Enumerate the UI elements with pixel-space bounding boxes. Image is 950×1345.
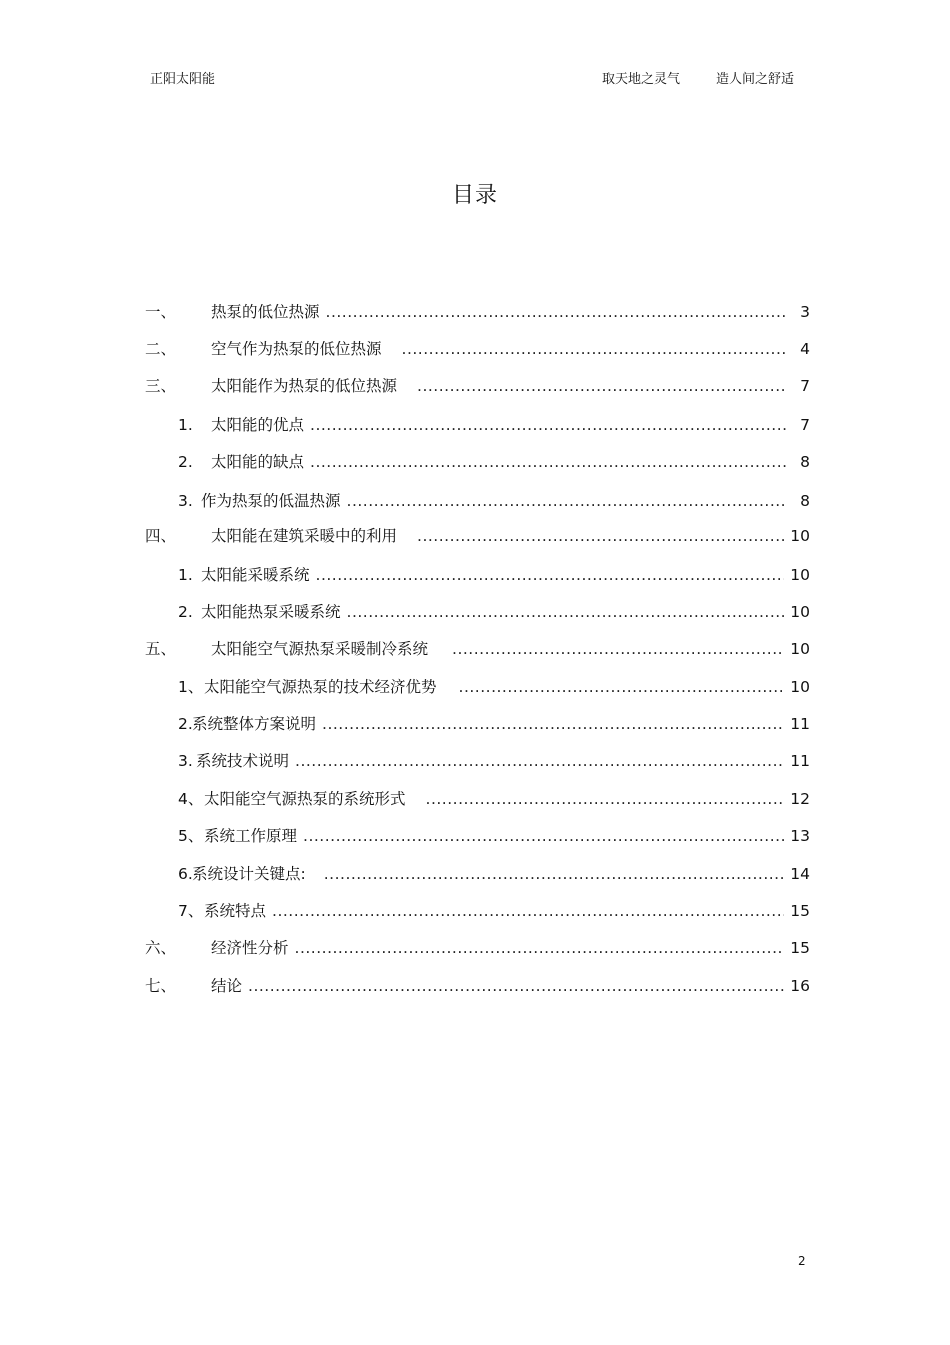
toc-entry-number: 三、 (145, 377, 177, 395)
toc-leader-dots (295, 752, 784, 770)
toc-entry[interactable] (178, 862, 810, 886)
toc-leader-dots (459, 678, 785, 696)
toc-entry-page: 15 (790, 939, 810, 957)
toc-entry-number: 2. (178, 715, 193, 733)
toc-leader-dots (402, 340, 786, 358)
toc-entry[interactable] (145, 337, 810, 361)
toc-entry[interactable] (178, 787, 810, 811)
toc-leader-dots (347, 603, 785, 621)
toc-entry-page: 11 (790, 715, 810, 733)
toc-entry-page: 16 (790, 977, 810, 995)
toc-entry-number: 6. (178, 865, 193, 883)
toc-leader-dots (417, 527, 784, 545)
toc-entry-label: 系统工作原理 (204, 827, 298, 845)
toc-entry-number: 3. (178, 492, 193, 510)
toc-entry-number: 六、 (145, 939, 177, 957)
toc-entry-page: 10 (790, 640, 810, 658)
toc-entry-number: 五、 (145, 640, 177, 658)
toc-leader-dots (303, 827, 784, 845)
toc-entry-number: 1. (178, 566, 193, 584)
toc-entry-number: 2. (178, 453, 193, 471)
toc-leader-dots (452, 640, 784, 658)
toc-entry-label: 热泵的低位热源 (211, 303, 320, 321)
toc-entry-label: 太阳能的缺点 (211, 453, 305, 471)
toc-entry-page: 11 (790, 752, 810, 770)
toc-leader-dots (248, 977, 784, 995)
toc-entry-label: 结论 (211, 977, 243, 995)
toc-entry[interactable] (145, 300, 810, 324)
toc-entry-number: 七、 (145, 977, 177, 995)
toc-entry-number: 2. (178, 603, 193, 621)
toc-entry-label: 太阳能热泵采暖系统 (201, 603, 341, 621)
toc-entry[interactable] (178, 600, 810, 624)
toc-leader-dots (272, 902, 784, 920)
toc-entry-label: 作为热泵的低温热源 (201, 492, 341, 510)
toc-entry-label: 空气作为热泵的低位热源 (211, 340, 382, 358)
toc-entry-label: 系统设计关键点: (192, 865, 306, 883)
toc-entry-page: 15 (790, 902, 810, 920)
toc-entry-page: 10 (790, 566, 810, 584)
toc-entry-page: 13 (790, 827, 810, 845)
toc-entry-number: 7、 (178, 902, 204, 920)
toc-entry-number: 二、 (145, 340, 177, 358)
toc-entry-number: 1、 (178, 678, 204, 696)
toc-entry-page: 10 (790, 603, 810, 621)
header-company-name: 正阳太阳能 (150, 72, 216, 87)
toc-entry-label: 经济性分析 (211, 939, 289, 957)
header-slogan-2: 造人间之舒适 (716, 72, 795, 87)
toc-entry-label: 太阳能作为热泵的低位热源 (211, 377, 398, 395)
toc-entry-page: 7 (800, 377, 810, 395)
toc-entry-label: 太阳能采暖系统 (201, 566, 310, 584)
toc-entry-page: 7 (800, 416, 810, 434)
toc-entry-page: 14 (790, 865, 810, 883)
toc-entry[interactable] (178, 712, 810, 736)
toc-entry[interactable] (178, 749, 810, 773)
toc-entry-page: 8 (800, 492, 810, 510)
toc-leader-dots (310, 453, 786, 471)
header-slogan-1: 取天地之灵气 (602, 72, 681, 87)
toc-entry[interactable] (178, 824, 810, 848)
toc-entry-number: 3. (178, 752, 193, 770)
toc-entry-page: 4 (800, 340, 810, 358)
toc-entry[interactable] (178, 899, 810, 923)
toc-entry[interactable] (178, 489, 810, 513)
toc-entry-label: 系统特点 (204, 902, 267, 920)
toc-entry-number: 4、 (178, 790, 204, 808)
toc-leader-dots (310, 416, 786, 434)
toc-entry[interactable] (145, 374, 810, 398)
toc-entry[interactable] (145, 974, 810, 998)
toc-entry[interactable] (178, 563, 810, 587)
toc-entry-page: 3 (800, 303, 810, 321)
toc-entry-page: 10 (790, 678, 810, 696)
toc-entry[interactable] (145, 524, 810, 548)
toc-entry-label: 系统技术说明 (196, 752, 290, 770)
toc-entry-label: 太阳能空气源热泵采暖制冷系统 (211, 640, 429, 658)
toc-entry-page: 12 (790, 790, 810, 808)
toc-entry-number: 四、 (145, 527, 177, 545)
toc-leader-dots (426, 790, 785, 808)
toc-entry-number: 5、 (178, 827, 204, 845)
toc-entry[interactable] (145, 637, 810, 661)
toc-leader-dots (322, 715, 784, 733)
toc-entry-number: 1. (178, 416, 193, 434)
toc-entry-page: 8 (800, 453, 810, 471)
toc-leader-dots (417, 377, 786, 395)
toc-entry[interactable] (145, 936, 810, 960)
toc-entry-number: 一、 (145, 303, 177, 321)
toc-leader-dots (347, 492, 786, 510)
toc-entry-page: 10 (790, 527, 810, 545)
toc-entry[interactable] (178, 413, 810, 437)
page-number: 2 (798, 1254, 806, 1268)
toc-entry-label: 系统整体方案说明 (192, 715, 317, 733)
toc-entry-label: 太阳能的优点 (211, 416, 305, 434)
toc-entry-label: 太阳能空气源热泵的系统形式 (204, 790, 406, 808)
toc-entry[interactable] (178, 675, 810, 699)
toc-entry-label: 太阳能空气源热泵的技术经济优势 (204, 678, 437, 696)
toc-leader-dots (326, 303, 786, 321)
toc-title: 目录 (451, 183, 498, 208)
toc-leader-dots (324, 865, 785, 883)
toc-entry[interactable] (178, 450, 810, 474)
toc-leader-dots (316, 566, 785, 584)
toc-entry-label: 太阳能在建筑采暖中的利用 (211, 527, 398, 545)
toc-leader-dots (295, 939, 785, 957)
